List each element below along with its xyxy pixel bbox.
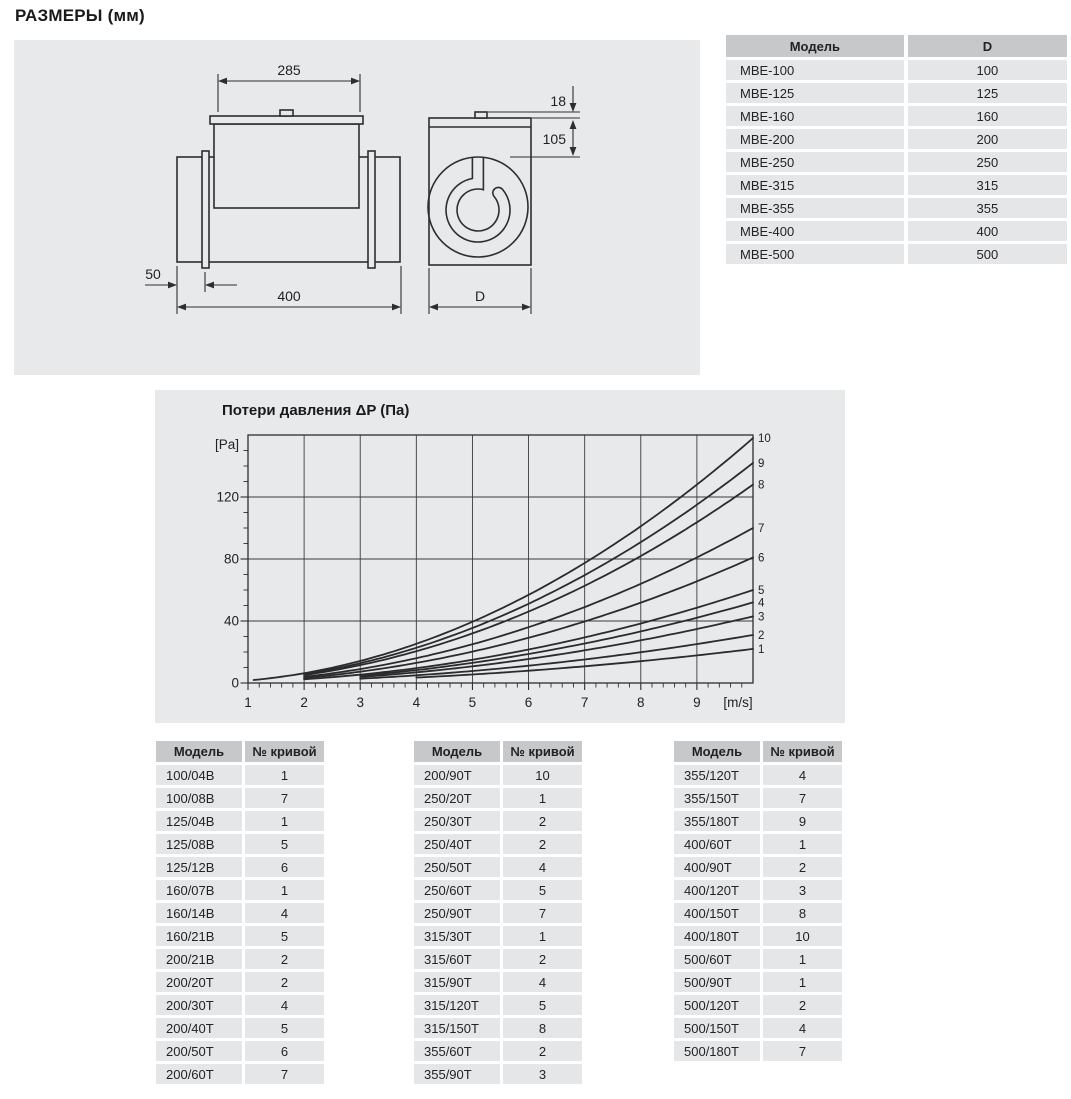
model-cell: 160/14B bbox=[156, 903, 242, 923]
value-cell: 5 bbox=[245, 834, 324, 854]
model-cell: 200/90T bbox=[414, 765, 500, 785]
table-row bbox=[414, 903, 582, 923]
curve-number-label: 7 bbox=[758, 523, 765, 535]
dimension-285 bbox=[218, 78, 360, 85]
value-cell: 1 bbox=[245, 880, 324, 900]
value-cell: 200 bbox=[908, 129, 1067, 149]
model-cell: 125/04B bbox=[156, 811, 242, 831]
table-row bbox=[414, 1041, 582, 1061]
x-tick-label: 1 bbox=[244, 695, 252, 710]
model-cell: 500/60T bbox=[674, 949, 760, 969]
y-tick-label: 120 bbox=[216, 489, 239, 505]
value-cell: 6 bbox=[245, 1041, 324, 1061]
model-cell: 100/08B bbox=[156, 788, 242, 808]
table-row bbox=[726, 221, 1067, 241]
x-tick-label: 8 bbox=[637, 695, 645, 710]
table-row bbox=[726, 175, 1067, 195]
chart-title: Потери давления ΔP (Па) bbox=[222, 402, 410, 419]
model-cell: 315/150T bbox=[414, 1018, 500, 1038]
dimension-105 bbox=[570, 120, 577, 156]
model-cell: 355/180T bbox=[674, 811, 760, 831]
table-row bbox=[156, 811, 324, 831]
header-row bbox=[414, 741, 582, 762]
value-cell: 125 bbox=[908, 83, 1067, 103]
table-row bbox=[156, 1041, 324, 1061]
curve-number-label: 6 bbox=[758, 552, 765, 565]
x-tick-label: 5 bbox=[468, 695, 477, 710]
header-row bbox=[674, 741, 842, 762]
table-row bbox=[156, 1018, 324, 1038]
value-cell: 4 bbox=[763, 765, 842, 785]
model-cell: MBE-100 bbox=[726, 60, 904, 80]
table-row bbox=[674, 811, 842, 831]
column-header: № кривой bbox=[245, 741, 324, 762]
table-row bbox=[674, 926, 842, 946]
model-cell: 200/20T bbox=[156, 972, 242, 992]
dimension-50 bbox=[145, 282, 237, 289]
value-cell: 250 bbox=[908, 152, 1067, 172]
model-cell: MBE-400 bbox=[726, 221, 904, 241]
table-row bbox=[414, 995, 582, 1015]
value-cell: 1 bbox=[763, 834, 842, 854]
model-cell: MBE-160 bbox=[726, 106, 904, 126]
model-cell: MBE-125 bbox=[726, 83, 904, 103]
value-cell: 2 bbox=[245, 972, 324, 992]
pressure-loss-chart bbox=[155, 390, 845, 723]
value-cell: 5 bbox=[503, 880, 582, 900]
model-cell: 250/90T bbox=[414, 903, 500, 923]
value-cell: 1 bbox=[245, 811, 324, 831]
model-cell: 200/60T bbox=[156, 1064, 242, 1084]
table-row bbox=[414, 949, 582, 969]
table-row bbox=[156, 788, 324, 808]
value-cell: 1 bbox=[503, 788, 582, 808]
dim-label-400: 400 bbox=[277, 288, 301, 304]
value-cell: 8 bbox=[763, 903, 842, 923]
model-cell: 400/150T bbox=[674, 903, 760, 923]
table-row bbox=[156, 903, 324, 923]
column-header: Модель bbox=[674, 741, 760, 762]
table-row bbox=[726, 60, 1067, 80]
model-cell: 355/90T bbox=[414, 1064, 500, 1084]
value-cell: 4 bbox=[245, 995, 324, 1015]
value-cell: 4 bbox=[245, 903, 324, 923]
curve-number-label: 1 bbox=[758, 643, 765, 656]
model-cell: 315/30T bbox=[414, 926, 500, 946]
table-row bbox=[674, 765, 842, 785]
value-cell: 1 bbox=[763, 949, 842, 969]
model-cell: 200/40T bbox=[156, 1018, 242, 1038]
value-cell: 8 bbox=[503, 1018, 582, 1038]
model-cell: MBE-355 bbox=[726, 198, 904, 218]
value-cell: 500 bbox=[908, 244, 1067, 264]
table-row bbox=[674, 949, 842, 969]
dimension-D bbox=[429, 304, 531, 311]
value-cell: 1 bbox=[245, 765, 324, 785]
model-cell: 250/60T bbox=[414, 880, 500, 900]
model-cell: MBE-200 bbox=[726, 129, 904, 149]
y-tick-label: 40 bbox=[223, 613, 239, 629]
table-row bbox=[674, 1041, 842, 1061]
table-row bbox=[156, 972, 324, 992]
dimension-18 bbox=[570, 86, 577, 112]
value-cell: 100 bbox=[908, 60, 1067, 80]
value-cell: 3 bbox=[503, 1064, 582, 1084]
value-cell: 6 bbox=[245, 857, 324, 877]
table-row bbox=[414, 857, 582, 877]
table-row bbox=[414, 926, 582, 946]
model-cell: 355/150T bbox=[674, 788, 760, 808]
value-cell: 5 bbox=[503, 995, 582, 1015]
table-row bbox=[414, 880, 582, 900]
model-cell: 160/21B bbox=[156, 926, 242, 946]
table-row bbox=[156, 880, 324, 900]
model-cell: 125/12B bbox=[156, 857, 242, 877]
table-row bbox=[156, 857, 324, 877]
dim-label-D: D bbox=[474, 288, 486, 304]
terminal-box bbox=[214, 124, 359, 208]
value-cell: 315 bbox=[908, 175, 1067, 195]
model-cell: 315/90T bbox=[414, 972, 500, 992]
value-cell: 160 bbox=[908, 106, 1067, 126]
table-row bbox=[674, 788, 842, 808]
table-row bbox=[726, 83, 1067, 103]
front-handle bbox=[475, 112, 487, 118]
table-row bbox=[414, 811, 582, 831]
column-header: Модель bbox=[414, 741, 500, 762]
curve-number-label: 5 bbox=[758, 585, 765, 597]
dimensions-drawing bbox=[14, 40, 700, 375]
size-table bbox=[722, 32, 1071, 267]
value-cell: 2 bbox=[503, 834, 582, 854]
column-header: № кривой bbox=[763, 741, 842, 762]
column-header: D bbox=[908, 35, 1067, 57]
curve-number-label: 9 bbox=[758, 457, 765, 470]
value-cell: 9 bbox=[763, 811, 842, 831]
value-cell: 5 bbox=[245, 1018, 324, 1038]
table-row bbox=[726, 244, 1067, 264]
curve-number-label: 10 bbox=[758, 433, 771, 446]
table-row bbox=[674, 834, 842, 854]
curve-table-3 bbox=[671, 738, 845, 1064]
table-row bbox=[156, 995, 324, 1015]
column-header: Модель bbox=[726, 35, 904, 57]
x-tick-label: 6 bbox=[524, 695, 533, 710]
table-row bbox=[674, 880, 842, 900]
column-header: № кривой bbox=[503, 741, 582, 762]
model-cell: MBE-250 bbox=[726, 152, 904, 172]
curve-number-label: 4 bbox=[758, 597, 765, 610]
curve-table-2 bbox=[411, 738, 585, 1087]
value-cell: 1 bbox=[763, 972, 842, 992]
table-row bbox=[414, 788, 582, 808]
model-cell: 250/40T bbox=[414, 834, 500, 854]
table-row bbox=[156, 949, 324, 969]
table-row bbox=[726, 152, 1067, 172]
dimension-400 bbox=[177, 304, 401, 311]
model-cell: 500/90T bbox=[674, 972, 760, 992]
table-row bbox=[726, 106, 1067, 126]
value-cell: 7 bbox=[245, 788, 324, 808]
curve-table-1 bbox=[153, 738, 327, 1087]
pressure-curve-4 bbox=[360, 602, 753, 675]
model-cell: 355/60T bbox=[414, 1041, 500, 1061]
model-cell: MBE-315 bbox=[726, 175, 904, 195]
value-cell: 4 bbox=[763, 1018, 842, 1038]
model-cell: 250/20T bbox=[414, 788, 500, 808]
dim-label-18: 18 bbox=[550, 93, 566, 109]
model-cell: 315/120T bbox=[414, 995, 500, 1015]
page-title: РАЗМЕРЫ (мм) bbox=[15, 6, 145, 25]
model-cell: 500/180T bbox=[674, 1041, 760, 1061]
x-tick-label: 9 bbox=[693, 695, 701, 710]
x-tick-label: 4 bbox=[412, 695, 421, 710]
value-cell: 3 bbox=[763, 880, 842, 900]
table-row bbox=[674, 972, 842, 992]
dim-label-50: 50 bbox=[145, 266, 161, 282]
value-cell: 5 bbox=[245, 926, 324, 946]
model-cell: 160/07B bbox=[156, 880, 242, 900]
table-row bbox=[674, 1018, 842, 1038]
model-cell: 500/150T bbox=[674, 1018, 760, 1038]
dimensions-drawing-panel bbox=[14, 40, 700, 375]
duct-flange-right bbox=[368, 151, 375, 268]
y-tick-label: 0 bbox=[231, 675, 239, 691]
value-cell: 7 bbox=[503, 903, 582, 923]
model-cell: 200/30T bbox=[156, 995, 242, 1015]
table-row bbox=[726, 198, 1067, 218]
value-cell: 4 bbox=[503, 857, 582, 877]
table-row bbox=[414, 1064, 582, 1084]
value-cell: 2 bbox=[503, 811, 582, 831]
model-cell: 125/08B bbox=[156, 834, 242, 854]
terminal-box-cover bbox=[210, 116, 363, 124]
x-tick-label: 2 bbox=[300, 695, 308, 710]
table-row bbox=[726, 129, 1067, 149]
model-cell: MBE-500 bbox=[726, 244, 904, 264]
value-cell: 2 bbox=[503, 949, 582, 969]
table-row bbox=[414, 972, 582, 992]
value-cell: 7 bbox=[245, 1064, 324, 1084]
table-row bbox=[414, 834, 582, 854]
column-header: Модель bbox=[156, 741, 242, 762]
value-cell: 2 bbox=[763, 995, 842, 1015]
model-cell: 250/30T bbox=[414, 811, 500, 831]
value-cell: 7 bbox=[763, 1041, 842, 1061]
model-cell: 400/180T bbox=[674, 926, 760, 946]
x-tick-label: 3 bbox=[356, 695, 364, 710]
value-cell: 2 bbox=[763, 857, 842, 877]
table-row bbox=[414, 765, 582, 785]
model-cell: 355/120T bbox=[674, 765, 760, 785]
value-cell: 355 bbox=[908, 198, 1067, 218]
model-cell: 100/04B bbox=[156, 765, 242, 785]
y-tick-label: 80 bbox=[223, 551, 239, 567]
value-cell: 7 bbox=[763, 788, 842, 808]
curve-number-label: 3 bbox=[758, 611, 765, 624]
table-row bbox=[674, 903, 842, 923]
model-cell: 400/60T bbox=[674, 834, 760, 854]
dim-label-105: 105 bbox=[542, 131, 566, 147]
table-row bbox=[674, 995, 842, 1015]
table-row bbox=[674, 857, 842, 877]
table-row bbox=[156, 1064, 324, 1084]
x-axis-unit-label: [m/s] bbox=[723, 695, 753, 710]
value-cell: 4 bbox=[503, 972, 582, 992]
pressure-loss-chart-panel bbox=[155, 390, 845, 723]
value-cell: 10 bbox=[503, 765, 582, 785]
value-cell: 2 bbox=[245, 949, 324, 969]
x-tick-label: 7 bbox=[580, 695, 589, 710]
model-cell: 315/60T bbox=[414, 949, 500, 969]
model-cell: 500/120T bbox=[674, 995, 760, 1015]
curve-number-label: 2 bbox=[758, 629, 765, 642]
table-row bbox=[414, 1018, 582, 1038]
model-cell: 250/50T bbox=[414, 857, 500, 877]
header-row bbox=[156, 741, 324, 762]
model-cell: 200/21B bbox=[156, 949, 242, 969]
value-cell: 1 bbox=[503, 926, 582, 946]
value-cell: 10 bbox=[763, 926, 842, 946]
header-row bbox=[726, 35, 1067, 57]
cover-handle bbox=[280, 110, 293, 116]
y-axis-unit-label: [Pa] bbox=[214, 437, 239, 452]
dim-label-285: 285 bbox=[277, 62, 301, 78]
value-cell: 400 bbox=[908, 221, 1067, 241]
model-cell: 400/90T bbox=[674, 857, 760, 877]
table-row bbox=[156, 834, 324, 854]
model-cell: 400/120T bbox=[674, 880, 760, 900]
table-row bbox=[156, 765, 324, 785]
curve-number-label: 8 bbox=[758, 479, 765, 492]
model-cell: 200/50T bbox=[156, 1041, 242, 1061]
value-cell: 2 bbox=[503, 1041, 582, 1061]
duct-flange-left bbox=[202, 151, 209, 268]
table-row bbox=[156, 926, 324, 946]
